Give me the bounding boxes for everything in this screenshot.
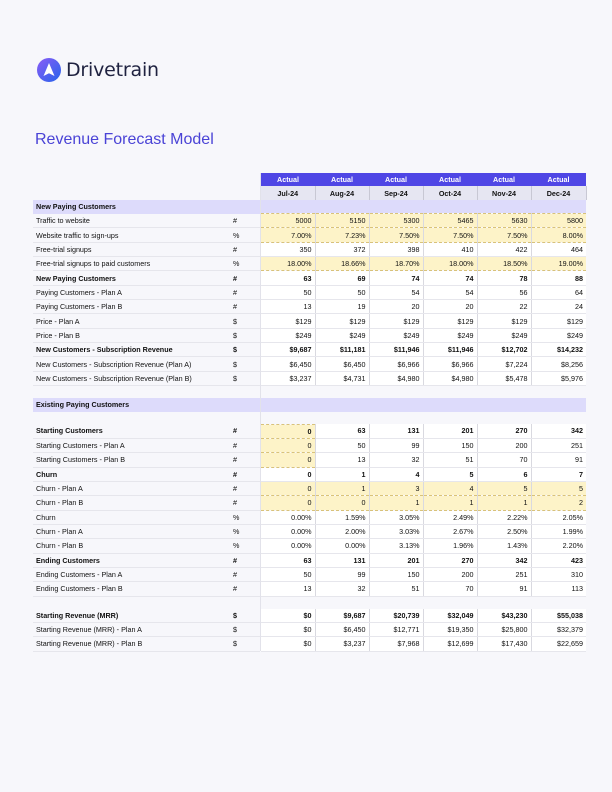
value-cell: 200 — [477, 438, 531, 452]
value-cell: 131 — [369, 424, 423, 438]
header-empty — [33, 186, 230, 199]
table-row — [33, 582, 586, 596]
row-unit: # — [230, 424, 260, 438]
value-cell: $6,450 — [315, 622, 369, 636]
header-empty — [230, 173, 260, 186]
value-cell: $12,699 — [423, 637, 477, 651]
row-label: Website traffic to sign-ups — [33, 228, 230, 242]
spacer-cell — [230, 386, 260, 399]
value-cell: 150 — [369, 567, 423, 581]
value-cell: $4,980 — [369, 371, 423, 385]
table-row — [33, 214, 586, 228]
value-cell: 18.50% — [477, 257, 531, 271]
value-cell: 19.00% — [531, 257, 586, 271]
section-header-row — [33, 200, 586, 214]
value-cell: 91 — [531, 453, 586, 467]
value-cell: $8,256 — [531, 357, 586, 371]
value-cell: $249 — [531, 328, 586, 342]
spacer-cell — [315, 386, 369, 399]
row-unit: # — [230, 271, 260, 285]
value-cell: 54 — [369, 285, 423, 299]
value-cell: 50 — [315, 438, 369, 452]
table-row — [33, 524, 586, 538]
value-cell: $3,237 — [261, 371, 315, 385]
value-cell: 74 — [369, 271, 423, 285]
table-row — [33, 622, 586, 636]
row-unit: # — [230, 582, 260, 596]
table-row — [33, 314, 586, 328]
row-label: Price - Plan A — [33, 314, 230, 328]
value-cell: $129 — [369, 314, 423, 328]
section-title: New Paying Customers — [33, 200, 260, 214]
value-cell: $14,232 — [531, 343, 586, 357]
table-row — [33, 257, 586, 271]
value-cell: $12,771 — [369, 622, 423, 636]
section-title: Existing Paying Customers — [33, 398, 260, 411]
value-cell: 4 — [423, 481, 477, 495]
header-actual-label: Actual — [369, 173, 423, 186]
value-cell: 7.50% — [477, 228, 531, 242]
row-unit: # — [230, 496, 260, 510]
table-row — [33, 343, 586, 357]
value-cell: 5 — [423, 467, 477, 481]
header-actual-label: Actual — [261, 173, 315, 186]
spacer-row — [33, 386, 586, 399]
value-cell: 13 — [315, 453, 369, 467]
value-cell: 2.05% — [531, 510, 586, 524]
row-unit: # — [230, 567, 260, 581]
value-cell: $0 — [261, 622, 315, 636]
value-cell: 56 — [477, 285, 531, 299]
value-cell: 13 — [261, 582, 315, 596]
value-cell: 423 — [531, 553, 586, 567]
value-cell: 398 — [369, 242, 423, 256]
value-cell: 270 — [423, 553, 477, 567]
row-unit: $ — [230, 314, 260, 328]
row-label: Ending Customers - Plan A — [33, 567, 230, 581]
value-cell: 464 — [531, 242, 586, 256]
value-cell: 0.00% — [261, 539, 315, 553]
table-row — [33, 285, 586, 299]
value-cell: $5,478 — [477, 371, 531, 385]
value-cell: 1.43% — [477, 539, 531, 553]
row-label: Starting Customers - Plan B — [33, 453, 230, 467]
value-cell: 342 — [477, 553, 531, 567]
spacer-cell — [230, 412, 260, 425]
value-cell: $20,739 — [369, 609, 423, 623]
row-unit: $ — [230, 371, 260, 385]
value-cell: 4 — [369, 467, 423, 481]
value-cell: 201 — [369, 553, 423, 567]
row-label: Churn - Plan A — [33, 524, 230, 538]
value-cell: 0 — [261, 496, 315, 510]
table-row — [33, 242, 586, 256]
row-label: New Customers - Subscription Revenue (Plan B) — [33, 371, 230, 385]
row-label: Churn - Plan B — [33, 496, 230, 510]
header-month: Sep-24 — [369, 186, 423, 199]
table-row — [33, 424, 586, 438]
value-cell: 1.96% — [423, 539, 477, 553]
value-cell: 2.22% — [477, 510, 531, 524]
spacer-cell — [477, 412, 531, 425]
value-cell: 19 — [315, 300, 369, 314]
row-label: New Paying Customers — [33, 271, 230, 285]
table-row — [33, 467, 586, 481]
row-unit: $ — [230, 637, 260, 651]
value-cell: $11,946 — [423, 343, 477, 357]
value-cell: 2.50% — [477, 524, 531, 538]
value-cell: 13 — [261, 300, 315, 314]
row-label: Ending Customers - Plan B — [33, 582, 230, 596]
value-cell: 1 — [423, 496, 477, 510]
header-empty — [33, 173, 230, 186]
value-cell: 1.59% — [315, 510, 369, 524]
row-unit: # — [230, 214, 260, 228]
spacer-row — [33, 412, 586, 425]
table-row — [33, 510, 586, 524]
value-cell: $129 — [315, 314, 369, 328]
section-fill — [261, 200, 586, 214]
header-actual-label: Actual — [531, 173, 586, 186]
value-cell: 6 — [477, 467, 531, 481]
value-cell: 18.00% — [423, 257, 477, 271]
spacer-cell — [230, 596, 260, 609]
spacer-cell — [369, 596, 423, 609]
row-unit: $ — [230, 357, 260, 371]
row-label: New Customers - Subscription Revenue (Plan A) — [33, 357, 230, 371]
value-cell: $22,659 — [531, 637, 586, 651]
value-cell: 70 — [423, 582, 477, 596]
value-cell: 3 — [369, 481, 423, 495]
value-cell: $3,237 — [315, 637, 369, 651]
spacer-cell — [477, 386, 531, 399]
value-cell: 5 — [531, 481, 586, 495]
row-unit: # — [230, 467, 260, 481]
table-row — [33, 328, 586, 342]
value-cell: 2.49% — [423, 510, 477, 524]
value-cell: 50 — [261, 567, 315, 581]
table-row — [33, 371, 586, 385]
header-actual-label: Actual — [423, 173, 477, 186]
value-cell: 78 — [477, 271, 531, 285]
value-cell: 20 — [369, 300, 423, 314]
row-unit: # — [230, 553, 260, 567]
row-label: Churn - Plan B — [33, 539, 230, 553]
brand-name: Drivetrain — [66, 59, 159, 81]
value-cell: 150 — [423, 438, 477, 452]
table-row — [33, 453, 586, 467]
row-label: Free-trial signups to paid customers — [33, 257, 230, 271]
value-cell: 3.13% — [369, 539, 423, 553]
value-cell: $6,966 — [423, 357, 477, 371]
value-cell: 32 — [315, 582, 369, 596]
row-label: Traffic to website — [33, 214, 230, 228]
value-cell: $7,224 — [477, 357, 531, 371]
row-unit: % — [230, 257, 260, 271]
row-label: New Customers - Subscription Revenue — [33, 343, 230, 357]
table-row — [33, 271, 586, 285]
header-month: Jul-24 — [261, 186, 315, 199]
value-cell: $17,430 — [477, 637, 531, 651]
value-cell: 18.66% — [315, 257, 369, 271]
value-cell: 0 — [261, 481, 315, 495]
value-cell: $249 — [423, 328, 477, 342]
spacer-cell — [423, 412, 477, 425]
value-cell: $12,702 — [477, 343, 531, 357]
row-unit: $ — [230, 328, 260, 342]
value-cell: 1 — [315, 467, 369, 481]
value-cell: 3.03% — [369, 524, 423, 538]
value-cell: $6,450 — [315, 357, 369, 371]
value-cell: $129 — [531, 314, 586, 328]
value-cell: $32,049 — [423, 609, 477, 623]
value-cell: 88 — [531, 271, 586, 285]
value-cell: 64 — [531, 285, 586, 299]
row-label: Churn — [33, 510, 230, 524]
table-row — [33, 300, 586, 314]
header-row-months — [33, 186, 586, 199]
header-month: Oct-24 — [423, 186, 477, 199]
value-cell: $6,450 — [261, 357, 315, 371]
value-cell: $5,976 — [531, 371, 586, 385]
row-label: Churn - Plan A — [33, 481, 230, 495]
value-cell: 310 — [531, 567, 586, 581]
spacer-cell — [423, 386, 477, 399]
spacer-cell — [423, 596, 477, 609]
table-row — [33, 357, 586, 371]
value-cell: 63 — [315, 424, 369, 438]
spacer-cell — [315, 596, 369, 609]
section-header-row — [33, 398, 586, 411]
table-row — [33, 637, 586, 651]
row-label: Starting Customers - Plan A — [33, 438, 230, 452]
drivetrain-logo-icon — [37, 58, 61, 82]
value-cell: $4,731 — [315, 371, 369, 385]
value-cell: $249 — [261, 328, 315, 342]
row-label: Paying Customers - Plan B — [33, 300, 230, 314]
spacer-cell — [261, 412, 315, 425]
header-empty — [230, 186, 260, 199]
spacer-cell — [261, 596, 315, 609]
value-cell: $9,687 — [261, 343, 315, 357]
spacer-cell — [33, 412, 230, 425]
value-cell: 5150 — [315, 214, 369, 228]
row-label: Paying Customers - Plan A — [33, 285, 230, 299]
spacer-cell — [369, 412, 423, 425]
row-label: Starting Revenue (MRR) - Plan A — [33, 622, 230, 636]
table-row — [33, 228, 586, 242]
table-row — [33, 567, 586, 581]
row-label: Ending Customers — [33, 553, 230, 567]
header-month: Aug-24 — [315, 186, 369, 199]
value-cell: 7.23% — [315, 228, 369, 242]
table-row — [33, 481, 586, 495]
value-cell: 0.00% — [261, 524, 315, 538]
value-cell: $129 — [261, 314, 315, 328]
value-cell: 3.05% — [369, 510, 423, 524]
value-cell: 1 — [315, 481, 369, 495]
row-unit: # — [230, 438, 260, 452]
value-cell: 0 — [261, 424, 315, 438]
value-cell: 7.50% — [423, 228, 477, 242]
value-cell: 2.67% — [423, 524, 477, 538]
value-cell: 0 — [261, 438, 315, 452]
value-cell: 270 — [477, 424, 531, 438]
value-cell: $129 — [423, 314, 477, 328]
value-cell: $9,687 — [315, 609, 369, 623]
value-cell: $32,379 — [531, 622, 586, 636]
spacer-cell — [531, 412, 586, 425]
value-cell: 1.99% — [531, 524, 586, 538]
value-cell: $55,038 — [531, 609, 586, 623]
row-unit: $ — [230, 622, 260, 636]
value-cell: 24 — [531, 300, 586, 314]
value-cell: $249 — [369, 328, 423, 342]
value-cell: $7,968 — [369, 637, 423, 651]
value-cell: 0 — [315, 496, 369, 510]
value-cell: 5 — [477, 481, 531, 495]
value-cell: $11,181 — [315, 343, 369, 357]
value-cell: $25,800 — [477, 622, 531, 636]
value-cell: 131 — [315, 553, 369, 567]
row-unit: # — [230, 300, 260, 314]
value-cell: 0 — [261, 453, 315, 467]
value-cell: $6,966 — [369, 357, 423, 371]
row-label: Starting Revenue (MRR) - Plan B — [33, 637, 230, 651]
value-cell: 1 — [477, 496, 531, 510]
value-cell: 113 — [531, 582, 586, 596]
value-cell: 350 — [261, 242, 315, 256]
value-cell: 5630 — [477, 214, 531, 228]
value-cell: 91 — [477, 582, 531, 596]
value-cell: $249 — [315, 328, 369, 342]
spacer-cell — [477, 596, 531, 609]
value-cell: 54 — [423, 285, 477, 299]
value-cell: 32 — [369, 453, 423, 467]
value-cell: 201 — [423, 424, 477, 438]
value-cell: 7.00% — [261, 228, 315, 242]
row-unit: # — [230, 285, 260, 299]
spacer-cell — [33, 386, 230, 399]
spacer-cell — [33, 596, 230, 609]
value-cell: 50 — [261, 285, 315, 299]
table-row — [33, 553, 586, 567]
value-cell: 5800 — [531, 214, 586, 228]
section-fill — [261, 398, 586, 411]
value-cell: 50 — [315, 285, 369, 299]
value-cell: 5000 — [261, 214, 315, 228]
value-cell: $0 — [261, 609, 315, 623]
value-cell: 63 — [261, 271, 315, 285]
row-unit: $ — [230, 343, 260, 357]
row-label: Free-trial signups — [33, 242, 230, 256]
row-unit: # — [230, 481, 260, 495]
value-cell: 410 — [423, 242, 477, 256]
row-unit: % — [230, 510, 260, 524]
row-unit: # — [230, 242, 260, 256]
value-cell: 251 — [477, 567, 531, 581]
value-cell: 1 — [369, 496, 423, 510]
page-title: Revenue Forecast Model — [35, 131, 214, 148]
header-actual-label: Actual — [315, 173, 369, 186]
spacer-cell — [531, 596, 586, 609]
value-cell: 372 — [315, 242, 369, 256]
value-cell: 69 — [315, 271, 369, 285]
value-cell: 422 — [477, 242, 531, 256]
value-cell: 74 — [423, 271, 477, 285]
table-row — [33, 496, 586, 510]
value-cell: 18.00% — [261, 257, 315, 271]
row-label: Price - Plan B — [33, 328, 230, 342]
value-cell: $11,946 — [369, 343, 423, 357]
spacer-cell — [369, 386, 423, 399]
value-cell: 342 — [531, 424, 586, 438]
value-cell: $129 — [477, 314, 531, 328]
value-cell: $249 — [477, 328, 531, 342]
table-row — [33, 609, 586, 623]
spacer-cell — [261, 386, 315, 399]
row-label: Starting Customers — [33, 424, 230, 438]
value-cell: 7 — [531, 467, 586, 481]
brand-logo[interactable] — [37, 58, 159, 82]
header-actual-label: Actual — [477, 173, 531, 186]
row-unit: % — [230, 228, 260, 242]
value-cell: 7.50% — [369, 228, 423, 242]
value-cell: 99 — [315, 567, 369, 581]
value-cell: 20 — [423, 300, 477, 314]
value-cell: $4,980 — [423, 371, 477, 385]
value-cell: 0.00% — [261, 510, 315, 524]
table-row — [33, 539, 586, 553]
value-cell: 22 — [477, 300, 531, 314]
value-cell: 0.00% — [315, 539, 369, 553]
value-cell: 99 — [369, 438, 423, 452]
value-cell: 8.00% — [531, 228, 586, 242]
value-cell: 2 — [531, 496, 586, 510]
value-cell: 251 — [531, 438, 586, 452]
value-cell: 18.70% — [369, 257, 423, 271]
value-cell: 70 — [477, 453, 531, 467]
value-cell: 2.00% — [315, 524, 369, 538]
value-cell: 63 — [261, 553, 315, 567]
value-cell: 0 — [261, 467, 315, 481]
value-cell: 51 — [369, 582, 423, 596]
spacer-cell — [315, 412, 369, 425]
value-cell: $19,350 — [423, 622, 477, 636]
row-label: Starting Revenue (MRR) — [33, 609, 230, 623]
spacer-row — [33, 596, 586, 609]
revenue-forecast-table — [33, 173, 587, 652]
header-month: Nov-24 — [477, 186, 531, 199]
row-unit: % — [230, 524, 260, 538]
header-row-actual — [33, 173, 586, 186]
value-cell: 51 — [423, 453, 477, 467]
row-unit: $ — [230, 609, 260, 623]
value-cell: 5300 — [369, 214, 423, 228]
value-cell: 2.20% — [531, 539, 586, 553]
table-row — [33, 438, 586, 452]
spacer-cell — [531, 386, 586, 399]
value-cell: 5465 — [423, 214, 477, 228]
value-cell: $43,230 — [477, 609, 531, 623]
value-cell: $0 — [261, 637, 315, 651]
header-month: Dec-24 — [531, 186, 586, 199]
row-unit: # — [230, 453, 260, 467]
row-unit: % — [230, 539, 260, 553]
value-cell: 200 — [423, 567, 477, 581]
row-label: Churn — [33, 467, 230, 481]
